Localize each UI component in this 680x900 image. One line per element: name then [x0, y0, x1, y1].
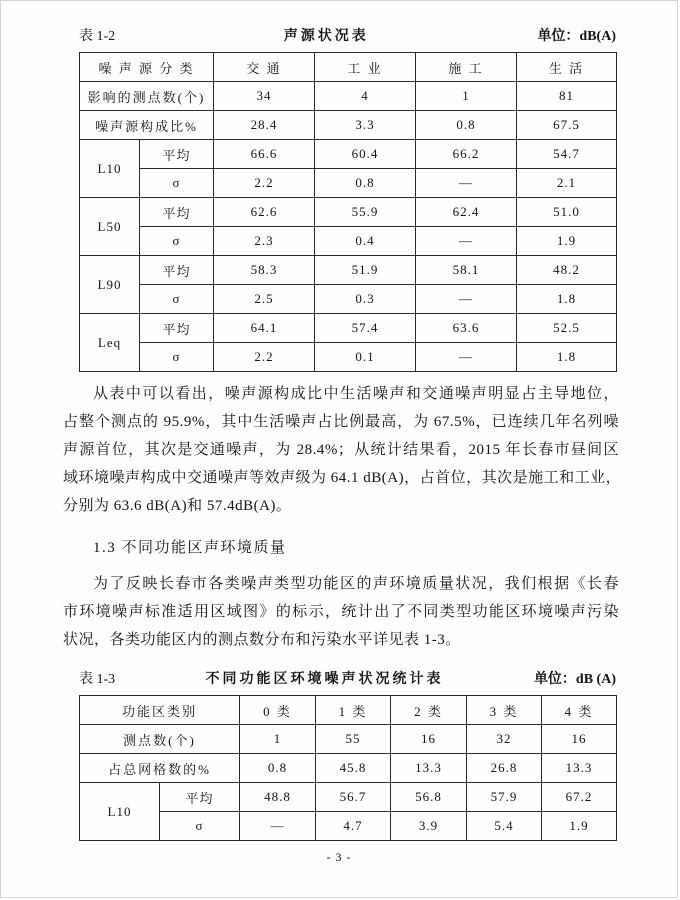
group-label-cell: L10 — [80, 140, 140, 198]
analysis-paragraph — [63, 380, 622, 520]
table-row — [80, 812, 617, 841]
group-label-cell: L50 — [80, 198, 140, 256]
table-row — [80, 256, 617, 285]
table2-caption-title: 不同功能区环境噪声状况统计表 — [205, 672, 444, 687]
value-cell: — — [416, 227, 517, 256]
sub-label-cell: 平均 — [140, 314, 214, 343]
paragraph-line: 为了反映长春市各类噪声类型功能区的声环境质量状况，我们根据《长春 — [93, 576, 619, 592]
value-cell: 4.7 — [316, 812, 391, 841]
value-cell: 2.2 — [214, 169, 315, 198]
value-cell: 67.2 — [542, 783, 617, 812]
table-row — [80, 53, 617, 82]
value-cell: 55.9 — [315, 198, 416, 227]
value-cell: 2.5 — [214, 285, 315, 314]
value-cell: 60.4 — [315, 140, 416, 169]
value-cell: 5.4 — [467, 812, 542, 841]
value-cell: — — [416, 343, 517, 372]
functional-area-table — [79, 695, 617, 841]
row-label-cell: 噪声源构成比% — [80, 111, 214, 140]
paragraph-line: 分别为 63.6 dB(A)和 57.4dB(A)。 — [63, 498, 292, 514]
header-cell: 噪 声 源 分 类 — [80, 53, 214, 82]
value-cell: 0.1 — [315, 343, 416, 372]
paragraph-line: 状况，各类功能区内的测点数分布和污染水平详见表 1-3。 — [63, 632, 461, 648]
paragraph-line: 市环境噪声标准适用区域图》的标示，统计出了不同类型功能区环境噪声污染 — [63, 604, 619, 620]
value-cell: 58.3 — [214, 256, 315, 285]
value-cell: 57.9 — [467, 783, 542, 812]
table1-caption-label: 表 1-2 — [79, 29, 116, 44]
value-cell: 57.4 — [315, 314, 416, 343]
row-label-cell: 影响的测点数(个) — [80, 82, 214, 111]
table-row — [80, 343, 617, 372]
value-cell: 0.8 — [315, 169, 416, 198]
value-cell: 2.3 — [214, 227, 315, 256]
value-cell: 48.2 — [517, 256, 617, 285]
table-row — [80, 696, 617, 725]
value-cell: 64.1 — [214, 314, 315, 343]
value-cell: 13.3 — [391, 754, 467, 783]
group-label-cell: L90 — [80, 256, 140, 314]
value-cell: 51.9 — [315, 256, 416, 285]
group-label-cell: Leq — [80, 314, 140, 372]
sub-label-cell: σ — [140, 227, 214, 256]
table-row — [80, 111, 617, 140]
header-cell: 0 类 — [240, 696, 316, 725]
value-cell: 3.9 — [391, 812, 467, 841]
value-cell: 1 — [416, 82, 517, 111]
sub-label-cell: σ — [140, 343, 214, 372]
value-cell: 62.6 — [214, 198, 315, 227]
value-cell: 3.3 — [315, 111, 416, 140]
table-row — [80, 285, 617, 314]
table-row — [80, 314, 617, 343]
value-cell: 13.3 — [542, 754, 617, 783]
sub-label-cell: σ — [140, 169, 214, 198]
value-cell: 81 — [517, 82, 617, 111]
paragraph-line: 从表中可以看出，噪声源构成比中生活噪声和交通噪声明显占主导地位， — [93, 386, 619, 402]
group-label-cell: L10 — [80, 783, 160, 841]
value-cell: 34 — [214, 82, 315, 111]
value-cell: 67.5 — [517, 111, 617, 140]
value-cell: 0.3 — [315, 285, 416, 314]
value-cell: 1.8 — [517, 343, 617, 372]
sub-label-cell: σ — [160, 812, 240, 841]
value-cell: 0.8 — [416, 111, 517, 140]
table-row — [80, 82, 617, 111]
noise-source-table — [79, 52, 617, 372]
paragraph-line: 声源首位，其次是交通噪声，为 28.4%；从统计结果看，2015 年长春市昼间区 — [63, 442, 619, 458]
section-heading: 1.3 不同功能区声环境质量 — [93, 540, 287, 556]
sub-label-cell: 平均 — [140, 140, 214, 169]
value-cell: 0.4 — [315, 227, 416, 256]
table-row — [80, 198, 617, 227]
sub-label-cell: 平均 — [140, 198, 214, 227]
value-cell: 28.4 — [214, 111, 315, 140]
page-content — [1, 1, 677, 841]
table1-caption-title: 声源状况表 — [283, 29, 369, 44]
table-row — [80, 783, 617, 812]
value-cell: 16 — [391, 725, 467, 754]
value-cell: — — [416, 285, 517, 314]
header-cell: 2 类 — [391, 696, 467, 725]
table1-caption-unit: 单位：dB(A) — [537, 29, 616, 44]
value-cell: 55 — [316, 725, 391, 754]
value-cell: 1.9 — [542, 812, 617, 841]
value-cell: 51.0 — [517, 198, 617, 227]
table2-caption-label: 表 1-3 — [79, 672, 116, 687]
table1-caption — [79, 25, 616, 45]
value-cell: 58.1 — [416, 256, 517, 285]
row-label-cell: 测点数(个) — [80, 725, 240, 754]
value-cell: 1 — [240, 725, 316, 754]
value-cell: 1.9 — [517, 227, 617, 256]
value-cell: 66.6 — [214, 140, 315, 169]
paragraph-line: 域环境噪声构成中交通噪声等效声级为 64.1 dB(A)，占首位，其次是施工和工业， — [63, 470, 622, 486]
header-cell: 工 业 — [315, 53, 416, 82]
header-cell: 3 类 — [467, 696, 542, 725]
value-cell: 54.7 — [517, 140, 617, 169]
functional-area-paragraph — [63, 570, 619, 654]
value-cell: 0.8 — [240, 754, 316, 783]
table2-caption-unit: 单位：dB (A) — [533, 672, 616, 687]
table2-caption — [79, 668, 616, 688]
value-cell: — — [416, 169, 517, 198]
value-cell: — — [240, 812, 316, 841]
table-row — [80, 169, 617, 198]
header-cell: 4 类 — [542, 696, 617, 725]
value-cell: 63.6 — [416, 314, 517, 343]
paragraph-line: 占整个测点的 95.9%，其中生活噪声占比例最高，为 67.5%，已连续几年名列噪 — [63, 414, 619, 430]
sub-label-cell: 平均 — [140, 256, 214, 285]
value-cell: 62.4 — [416, 198, 517, 227]
value-cell: 16 — [542, 725, 617, 754]
header-cell: 1 类 — [316, 696, 391, 725]
page-number: - 3 - — [326, 850, 352, 864]
value-cell: 1.8 — [517, 285, 617, 314]
value-cell: 32 — [467, 725, 542, 754]
sub-label-cell: 平均 — [160, 783, 240, 812]
table-row — [80, 725, 617, 754]
value-cell: 26.8 — [467, 754, 542, 783]
value-cell: 66.2 — [416, 140, 517, 169]
header-cell: 生 活 — [517, 53, 617, 82]
value-cell: 52.5 — [517, 314, 617, 343]
header-cell: 功能区类别 — [80, 696, 240, 725]
value-cell: 4 — [315, 82, 416, 111]
table-row — [80, 754, 617, 783]
row-label-cell: 占总网格数的% — [80, 754, 240, 783]
value-cell: 45.8 — [316, 754, 391, 783]
value-cell: 56.8 — [391, 783, 467, 812]
header-cell: 施 工 — [416, 53, 517, 82]
header-cell: 交 通 — [214, 53, 315, 82]
table-row — [80, 227, 617, 256]
value-cell: 48.8 — [240, 783, 316, 812]
value-cell: 2.1 — [517, 169, 617, 198]
value-cell: 56.7 — [316, 783, 391, 812]
sub-label-cell: σ — [140, 285, 214, 314]
value-cell: 2.2 — [214, 343, 315, 372]
table-row — [80, 140, 617, 169]
